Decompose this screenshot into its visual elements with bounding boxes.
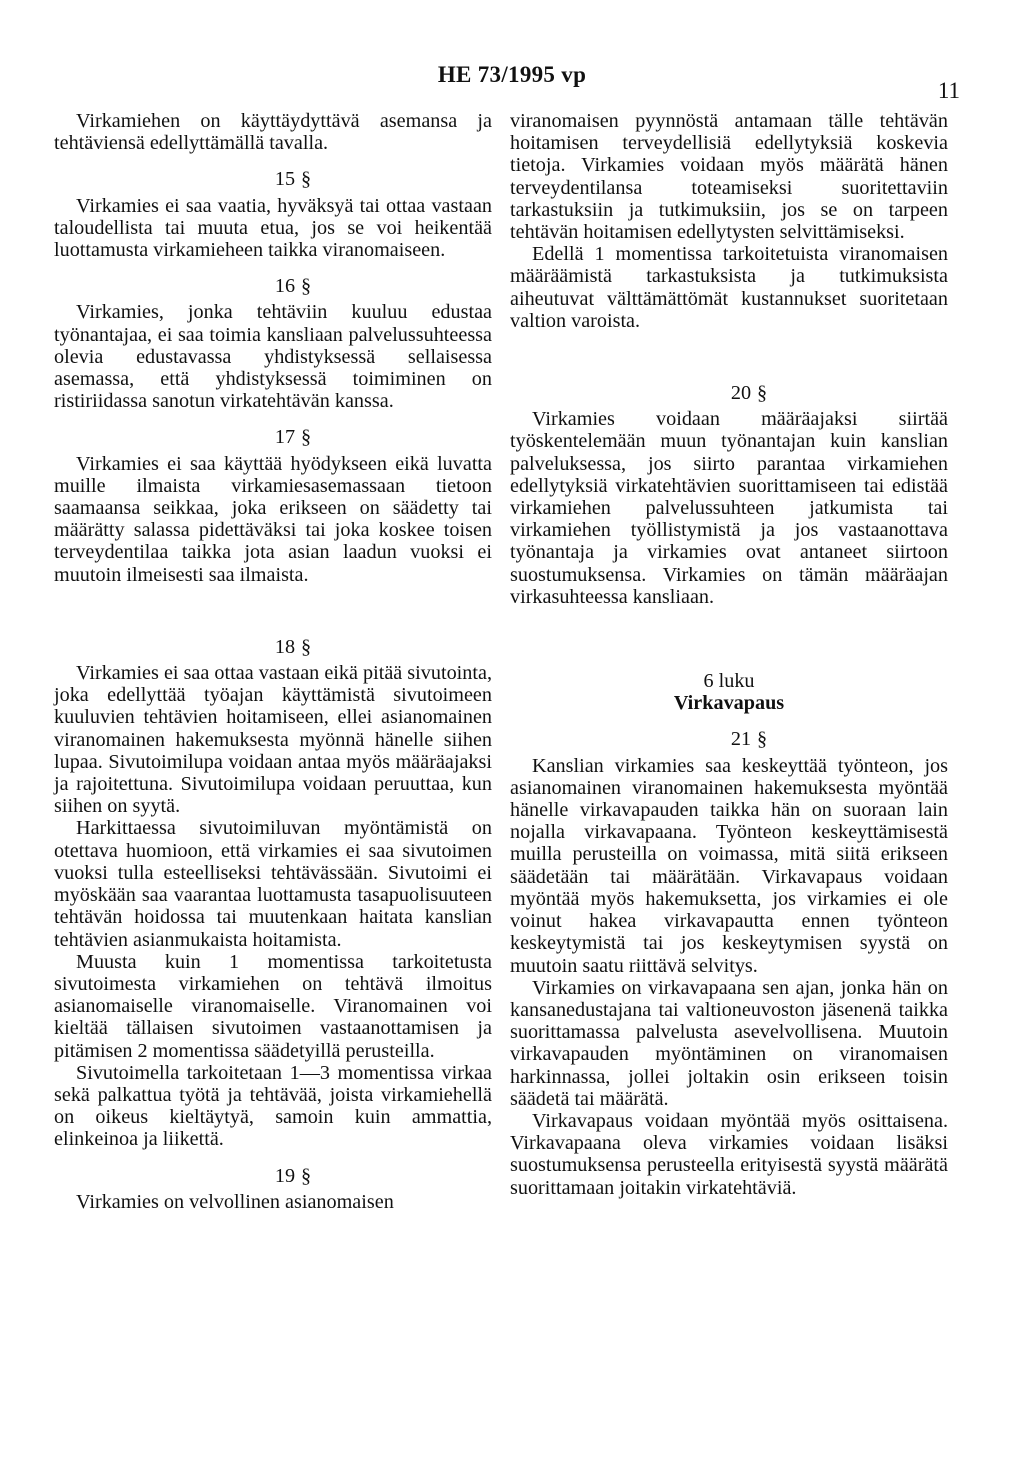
section-18-paragraph-4: Sivutoimella tarkoitetaan 1—3 momentissa virkaa sekä palkattua työtä ja tehtävää, joista virkamiehellä on oikeus kieltäytyä, samoin kuin ammattia, elinkeinoa ja liikettä. (54, 1061, 492, 1151)
section-number: 20 (730, 382, 752, 405)
section-symbol: § (301, 168, 312, 191)
section-heading-19 (54, 1165, 492, 1187)
section-19-text: Virkamies on velvollinen asianomaisen (76, 1190, 394, 1213)
section-heading-18 (54, 636, 492, 658)
document-header: HE 73/1995 vp (437, 62, 587, 87)
section-number: 21 (730, 728, 752, 751)
section-heading-17 (54, 426, 492, 448)
section-heading-20 (510, 382, 948, 404)
section-20-text: Virkamies voidaan määräajaksi siirtää työskentelemään muun työnantajan kuin kanslian palveluksessa, jos siirto parantaa virkamiehen edellytyksiä virkatehtävien suorittamiseen tai edistää virkamiehen palvelussuhteen jatkumista tai virkamiehen työllistymistä ja jos vastaanottava työnantaja ja virkamies ovat antaneet siirtoon suostumuksensa. Virkamies on tämän määräajan virkasuhteessa kansliaan. (510, 408, 948, 608)
section-heading-15 (54, 168, 492, 190)
section-symbol: § (757, 728, 768, 751)
section-number: 16 (274, 275, 296, 298)
section-number: 18 (274, 635, 296, 658)
section-symbol: § (757, 382, 768, 405)
paragraph-continuation: viranomaisen pyynnöstä antamaan tälle tehtävän hoitamisen terveydellisiä edellytyksiä koskevia tietoja. Virkamies voidaan myös määrätä hänen terveydentilansa toteamiseksi suoritettaviin tarkastuksiin ja tutkimuksiin, jos se on tarpeen tehtävän hoitamisen edellytysten selvittämiseksi. (510, 110, 948, 244)
chapter-number: 6 luku (703, 670, 755, 693)
section-21-paragraph-2: Virkamies on virkavapaana sen ajan, jonka hän on kansanedustajana tai valtioneuvoston jäsenenä taikka suorittamassa palvelusta asevelvollisena. Muutoin virkavapauden myöntäminen on viranomaisen harkinnassa, jollei joltakin osin erikseen toisin säädetä tai määrätä. (510, 976, 948, 1110)
section-17-text: Virkamies ei saa käyttää hyödykseen eikä luvatta muille ilmaista virkamiesasemassaan tietoon saamaansa seikkaa, joka erikseen on säädetty tai määrätty salassa pidettäväksi tai joka koskee toisen terveydentilaa taikka jota asian laadun vuoksi ei muutoin ilmeisesti saa ilmaista. (54, 452, 492, 586)
paragraph-intro: Virkamiehen on käyttäydyttävä asemansa ja tehtäviensä edellyttämällä tavalla. (54, 110, 492, 155)
section-number: 15 (274, 168, 296, 191)
section-16-text: Virkamies, jonka tehtäviin kuuluu edustaa työnantajaa, ei saa toimia kansliaan palvelussuhteessa olevia edustavassa yhdistyksessä sellaisessa asemassa, että yhdistyksessä toimiminen on ristiriidassa sanotun virkatehtävän kanssa. (54, 301, 492, 413)
spacer (510, 332, 948, 368)
section-symbol: § (301, 275, 312, 298)
left-column (54, 110, 492, 1213)
page-number: 11 (937, 78, 960, 103)
paragraph-costs: Edellä 1 momentissa tarkoitetuista viranomaisen määräämistä tarkastuksista ja tutkimuksista aiheutuvat välttämättömät kustannukset suoritetaan valtion varoista. (510, 243, 948, 332)
section-heading-16 (54, 275, 492, 297)
right-column (510, 110, 948, 1199)
section-18-paragraph-1: Virkamies ei saa ottaa vastaan eikä pitää sivutointa, joka edellyttää työajan käyttämistä sivutoimeen kuuluvien tehtävien hoitamiseen, ellei asianomainen viranomainen hakemuksesta myönnä hänelle siihen lupaa. Sivutoimilupa voidaan antaa myös määräajaksi ja rajoitettuna. Sivutoimilupa voidaan peruuttaa, kun siihen on syytä. (54, 662, 492, 818)
section-symbol: § (301, 426, 312, 449)
section-symbol: § (301, 635, 312, 658)
section-21-paragraph-3: Virkavapaus voidaan myöntää myös osittaisena. Virkavapaana oleva virkamies voidaan lisäksi suostumuksensa perusteella erityisestä syystä määrätä suorittamaan joitakin virkatehtäviä. (510, 1109, 948, 1199)
section-number: 19 (274, 1164, 296, 1187)
section-18-paragraph-2: Harkittaessa sivutoimiluvan myöntämistä on otettava huomioon, että virkamies ei saa sivutoimen vuoksi tulla esteelliseksi tehtävässään. Sivutoimi ei myöskään saa vaarantaa luottamusta tasapuolisuuteen tehtävän hoidossa tai muutenkaan haitata kanslian tehtävien asianmukaista hoitamista. (54, 817, 492, 951)
section-21-paragraph-1: Kanslian virkamies saa keskeyttää työnteon, jos asianomainen viranomainen hakemuksesta myöntää hänelle virkavapauden taikka hän on suoraan lain nojalla virkavapaana. Työnteon keskeyttämisestä muilla perusteilla on voimassa, mitä siitä erikseen säädetään tai määrätään. Virkavapaus voidaan myöntää myös hakemuksetta, jos virkamies ei ole voinut hakea virkavapautta ennen työnteon keskeytymistä tai jos keskeytymisen syystä on muutoin saatu riittävä selvitys. (510, 754, 948, 977)
section-18-paragraph-3: Muusta kuin 1 momentissa tarkoitetusta sivutoimesta virkamiehen on tehtävä ilmoitus asianomaiselle viranomaiselle. Viranomainen voi kieltää tällaisen sivutoimen vastaanottamisen ja pitämisen 2 momentissa säädetyillä perusteilla. (54, 950, 492, 1062)
chapter-title: Virkavapaus (673, 692, 785, 715)
section-number: 17 (274, 426, 296, 449)
spacer (54, 586, 492, 622)
section-15-text: Virkamies ei saa vaatia, hyväksyä tai ottaa vastaan taloudellista tai muuta etua, jos se voi heikentää luottamusta virkamieheen taikka viranomaiseen. (54, 194, 492, 262)
section-heading-21 (510, 728, 948, 750)
section-symbol: § (301, 1164, 312, 1187)
